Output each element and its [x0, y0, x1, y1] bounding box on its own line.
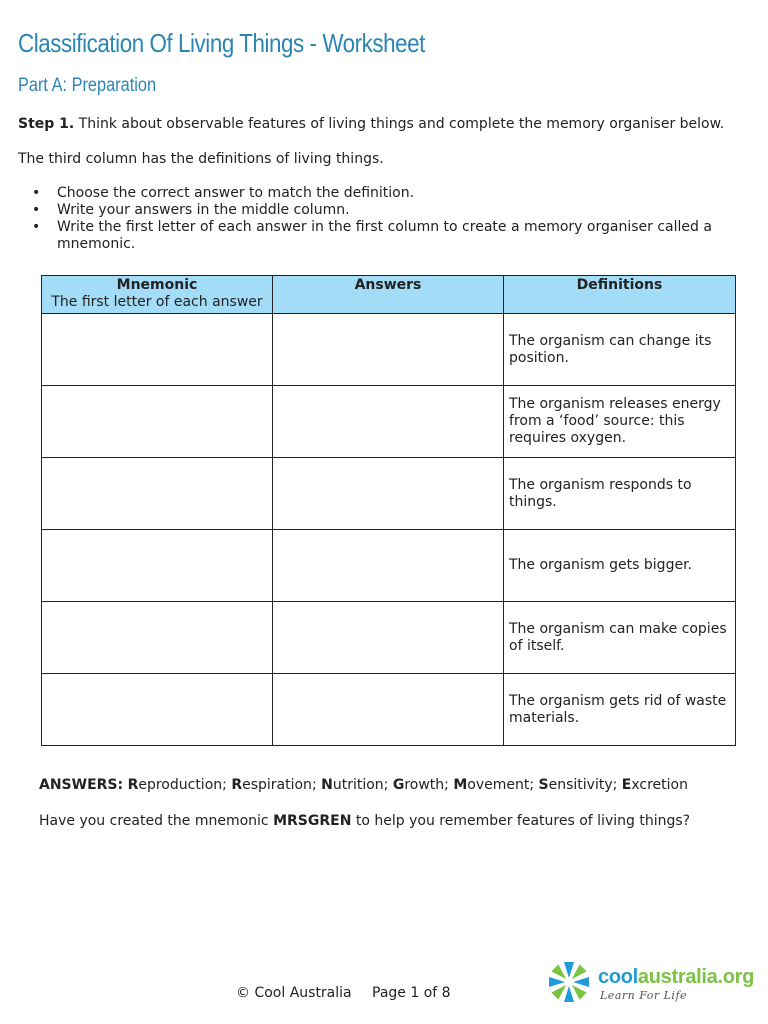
answer-separator: ;: [529, 777, 539, 793]
answer-word: [231, 777, 312, 793]
page-number: Page 1 of 8: [372, 985, 451, 1001]
instruction-list: [18, 185, 738, 253]
header-mnemonic: Mnemonic The first letter of each answer: [42, 276, 273, 314]
bullet-icon: •: [32, 202, 41, 218]
answer-rest: espiration: [242, 777, 312, 793]
table-row: [42, 386, 736, 458]
header-definitions: Definitions: [504, 276, 736, 314]
answer-rest: rowth: [404, 777, 445, 793]
answer-initial: S: [538, 777, 549, 793]
definition-cell: The organism responds to things.: [504, 458, 736, 530]
logo-brand-text: coolaustralia.org: [598, 966, 755, 988]
answers-line: [39, 777, 688, 793]
bullet-icon: •: [32, 185, 41, 201]
mnemonic-cell[interactable]: [42, 602, 273, 674]
answer-rest: utrition: [332, 777, 384, 793]
answer-cell[interactable]: [273, 458, 504, 530]
definition-cell: The organism gets rid of waste materials.: [504, 674, 736, 746]
step1-text: Think about observable features of living things and complete the memory organiser below.: [74, 116, 725, 132]
answer-word: [128, 777, 223, 793]
mnemonic-cell[interactable]: [42, 674, 273, 746]
mnemonic-cell[interactable]: [42, 458, 273, 530]
bullet-icon: •: [32, 219, 41, 235]
answer-cell[interactable]: [273, 530, 504, 602]
mnemonic-cell[interactable]: [42, 530, 273, 602]
definition-cell: The organism gets bigger.: [504, 530, 736, 602]
definition-cell: The organism can change its position.: [504, 314, 736, 386]
answer-separator: ;: [612, 777, 622, 793]
copyright-text: © Cool Australia: [236, 985, 352, 1001]
answer-initial: M: [453, 777, 468, 793]
mnemonic-question: Have you created the mnemonic MRSGREN to help you remember features of living things?: [39, 813, 691, 829]
answer-cell[interactable]: [273, 674, 504, 746]
answer-rest: xcretion: [631, 777, 688, 793]
worksheet-title: Classification Of Living Things - Worksheet: [18, 28, 425, 58]
answer-initial: G: [392, 777, 405, 793]
mnemonic-word: MRSGREN: [273, 813, 352, 829]
header-answers: Answers: [273, 276, 504, 314]
table-row: [42, 314, 736, 386]
answer-initial: E: [621, 777, 632, 793]
logo-tagline: Learn For Life: [600, 989, 688, 1002]
answer-initial: N: [321, 777, 333, 793]
answer-word: [393, 777, 444, 793]
answer-separator: ;: [311, 777, 322, 793]
answer-initial: R: [231, 777, 243, 793]
table-header-row: [42, 276, 736, 314]
header-mnemonic-sub: The first letter of each answer: [51, 294, 263, 310]
third-column-text: The third column has the definitions of living things.: [18, 151, 384, 167]
answer-cell[interactable]: [273, 386, 504, 458]
answer-initial: R: [127, 777, 139, 793]
section-subtitle: Part A: Preparation: [18, 75, 157, 96]
table-row: [42, 530, 736, 602]
answers-label: ANSWERS:: [39, 777, 124, 793]
table-row: [42, 674, 736, 746]
answer-rest: eproduction: [138, 777, 223, 793]
answer-cell[interactable]: [273, 314, 504, 386]
mnemonic-cell[interactable]: [42, 314, 273, 386]
definition-cell: The organism releases energy from a ‘food’ source: this requires oxygen.: [504, 386, 736, 458]
answer-separator: ;: [383, 777, 393, 793]
table-row: [42, 602, 736, 674]
memory-organiser-table: [41, 275, 736, 746]
table-row: [42, 458, 736, 530]
answer-cell[interactable]: [273, 602, 504, 674]
answer-rest: ensitivity: [548, 777, 613, 793]
answer-rest: ovement: [467, 777, 530, 793]
answer-word: [539, 777, 613, 793]
definition-cell: The organism can make copies of itself.: [504, 602, 736, 674]
instruction-item: • Write your answers in the middle column.: [32, 202, 350, 218]
answers-list: [128, 777, 688, 793]
step1-instruction: [18, 116, 724, 132]
instruction-item: • Choose the correct answer to match the definition.: [32, 185, 415, 201]
mnemonic-cell[interactable]: [42, 386, 273, 458]
answer-separator: ;: [222, 777, 232, 793]
answer-word: [622, 777, 688, 793]
answer-separator: ;: [444, 777, 454, 793]
cool-australia-logo-icon: [545, 958, 593, 1006]
answer-word: [453, 777, 529, 793]
answer-word: [321, 777, 384, 793]
step1-label: Step 1.: [18, 116, 75, 132]
cool-australia-logo: [545, 958, 755, 1008]
instruction-item: • Write the first letter of each answer in the first column to create a memory organiser called a mnemonic.: [32, 219, 712, 252]
